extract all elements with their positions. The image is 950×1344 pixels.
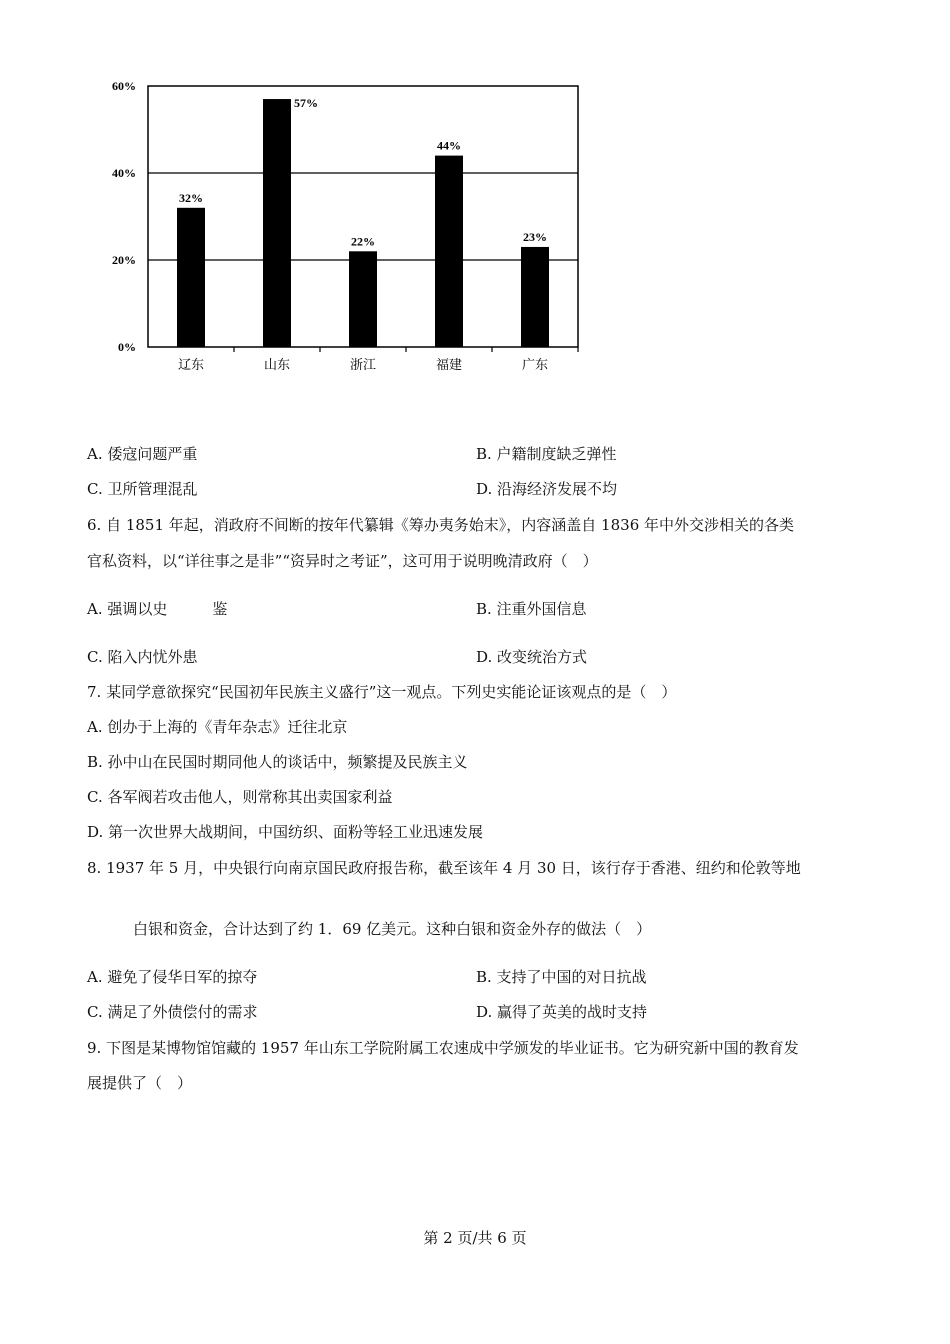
q8-option-a[interactable]: A. 避免了侵华日军的掠夺 bbox=[87, 968, 258, 986]
y-tick-label: 0% bbox=[118, 340, 136, 354]
q5-option-c[interactable]: C. 卫所管理混乱 bbox=[87, 480, 198, 498]
q7-option-c[interactable]: C. 各军阀若攻击他人，则常称其出卖国家利益 bbox=[87, 788, 393, 806]
q8-stem-line-2: 白银和资金，合计达到了约 1．69 亿美元。这种白银和资金外存的做法（ ） bbox=[133, 920, 652, 938]
q6-option-c[interactable]: C. 陷入内忧外患 bbox=[87, 648, 198, 666]
page-footer: 第 2 页/共 6 页 bbox=[423, 1229, 527, 1247]
x-tick-label: 广东 bbox=[521, 357, 549, 372]
data-label: 22% bbox=[351, 234, 375, 249]
x-tick-label: 辽东 bbox=[177, 357, 205, 372]
q7-option-b[interactable]: B. 孙中山在民国时期同他人的谈话中，频繁提及民族主义 bbox=[87, 753, 468, 771]
q9-stem-line-1: 9. 下图是某博物馆馆藏的 1957 年山东工学院附属工农速成中学颁发的毕业证书。它为研究新中国的教育发 bbox=[87, 1039, 799, 1057]
q7-option-d[interactable]: D. 第一次世界大战期间，中国纺织、面粉等轻工业迅速发展 bbox=[87, 823, 484, 841]
q6-option-b[interactable]: B. 注重外国信息 bbox=[476, 600, 587, 618]
bar-chart bbox=[90, 70, 610, 390]
q6-stem-line-1: 6. 自 1851 年起，消政府不间断的按年代纂辑《筹办夷务始末》，内容涵盖自 1836 年中外交涉相关的各类 bbox=[87, 516, 795, 534]
q5-option-b[interactable]: B. 户籍制度缺乏弹性 bbox=[476, 445, 617, 463]
q9-stem-line-2: 展提供了（ ） bbox=[87, 1074, 193, 1092]
x-tick-label: 浙江 bbox=[349, 357, 377, 372]
y-tick-label: 40% bbox=[112, 166, 136, 180]
q8-option-c[interactable]: C. 满足了外债偿付的需求 bbox=[87, 1003, 258, 1021]
bar bbox=[435, 156, 463, 347]
q8-stem-line-1: 8. 1937 年 5 月，中央银行向南京国民政府报告称，截至该年 4 月 30 日，该行存于香港、纽约和伦敦等地 bbox=[87, 859, 801, 877]
q6-option-d[interactable]: D. 改变统治方式 bbox=[476, 648, 588, 666]
q8-option-d[interactable]: D. 赢得了英美的战时支持 bbox=[476, 1003, 648, 1021]
q6-option-a[interactable]: A. 强调以史 鉴 bbox=[87, 600, 228, 618]
q8-option-b[interactable]: B. 支持了中国的对日抗战 bbox=[476, 968, 647, 986]
q7-stem: 7. 某同学意欲探究“民国初年民族主义盛行”这一观点。下列史实能论证该观点的是（ ） bbox=[87, 683, 677, 701]
q7-option-a[interactable]: A. 创办于上海的《青年杂志》迁往北京 bbox=[87, 718, 348, 736]
q5-option-a[interactable]: A. 倭寇问题严重 bbox=[87, 445, 198, 463]
bar bbox=[177, 208, 205, 347]
y-tick-label: 20% bbox=[112, 253, 136, 267]
data-label: 23% bbox=[523, 229, 547, 244]
q5-option-d[interactable]: D. 沿海经济发展不均 bbox=[476, 480, 618, 498]
bar bbox=[521, 247, 549, 347]
bar bbox=[349, 251, 377, 347]
x-tick-label: 福建 bbox=[435, 357, 463, 372]
y-tick-label: 60% bbox=[112, 79, 136, 93]
q6-stem-line-2: 官私资料，以“详往事之是非”“资异时之考证”，这可用于说明晚清政府（ ） bbox=[87, 552, 598, 570]
bar bbox=[263, 99, 291, 347]
x-tick-label: 山东 bbox=[263, 357, 291, 372]
data-label: 44% bbox=[437, 138, 461, 153]
data-label: 57% bbox=[294, 96, 318, 111]
data-label: 32% bbox=[179, 190, 203, 205]
